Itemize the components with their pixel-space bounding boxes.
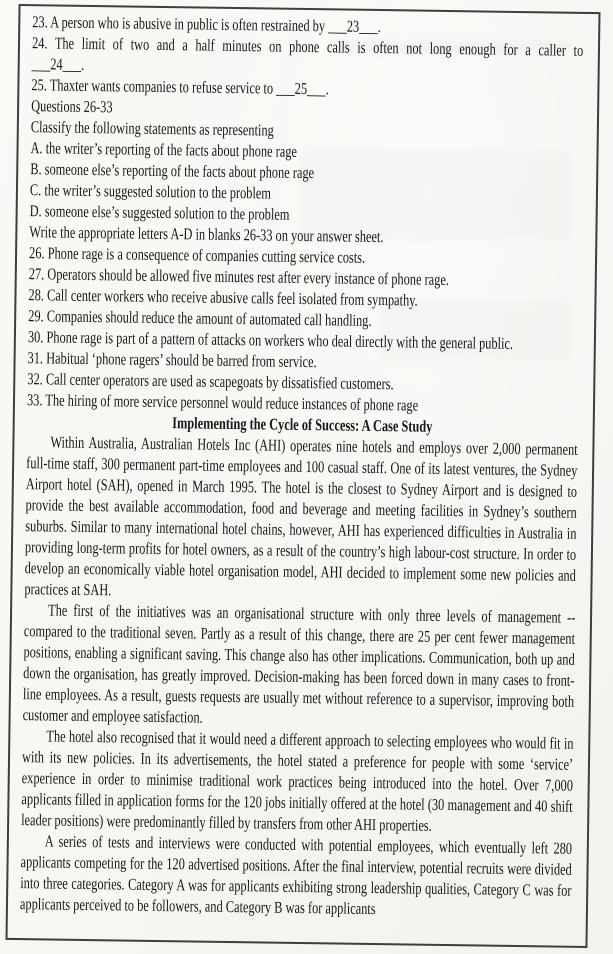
passage-paragraph-2: The first of the initiatives was an organisational structure with only three levels of management -- compared to the traditional seven. Partly as a result of this change, there are 25 per cent fewer management positions, enabling a significant saving. This change also has other implications. Communication, both up and down the organisation, has greatly improved. Decision-making has been forced down in many cases to front-line employees. As a result, guests requests are usually met without reference to a supervisor, improving both customer and employee satisfaction. bbox=[22, 600, 576, 727]
passage-paragraph-4: A series of tests and interviews were conducted with potential employees, which eventually left 280 applicants competing for the 120 advertised positions. After the final interview, potential recruits were divided into three categories. Category A was for applicants exhibiting strong leadership qualities, Category C was for applicants perceived to be followers, and Category B was for applicants bbox=[19, 831, 573, 919]
section-heading: Questions 26-33 bbox=[31, 96, 113, 117]
question-24-line-1: 24. The limit of two and a half minutes on phone calls is often not long enough for a caller to bbox=[31, 33, 584, 60]
classify-question-27: 27. Operators should be allowed five minutes rest after every instance of phone rage. bbox=[28, 264, 450, 290]
page-border-frame bbox=[5, 4, 600, 948]
classify-question-29: 29. Companies should reduce the amount of automated call handling. bbox=[28, 306, 372, 330]
page-content bbox=[20, 11, 584, 922]
passage-paragraph-3: The hotel also recognised that it would need a different approach to selecting employees who would fit in with its new policies. In its advertisements, the hotel stated a preference for people with some ‘service’ experience in order to minimise traditional work practices being introduced into the hotel. Over 7,000 applicants filled in application forms for the 120 jobs initially offered at the hotel (30 management and 40 shift leader positions) were predominantly filled by transfers from other AHI properties. bbox=[21, 726, 574, 835]
classify-question-31: 31. Habitual ‘phone ragers’ should be barred from service. bbox=[27, 348, 317, 372]
classification-option-b: B. someone else’s reporting of the facts about phone rage bbox=[30, 159, 315, 183]
classification-option-d: D. someone else’s suggested solution to the problem bbox=[29, 201, 290, 224]
classification-option-c: C. the writer’s suggested solution to the problem bbox=[29, 180, 272, 203]
passage-paragraph-1: Within Australia, Australian Hotels Inc (AHI) operates nine hotels and employs over 2,000 permanent full-time staff, 300 permanent part-time employees and 100 casual staff. One of its latest ventures, the Sydney Airport hotel (SAH), opened in March 1995. The hotel is the closest to Sydney Airport and is designed to provide the best available accommodation, food and beverage and meeting facilities in Sydney’s southern suburbs. Similar to many international hotel chains, however, AHI has experienced difficulties in Australia in providing long-term profits for hotel owners, as a result of the country’s high labour-cost structure. In order to develop an economically viable hotel organisation model, AHI decided to implement some new policies and practices at SAH. bbox=[24, 432, 578, 600]
classify-question-33: 33. The hiring of more service personnel would reduce instances of phone rage bbox=[26, 390, 419, 415]
classify-question-32: 32. Call center operators are used as scapegoats by dissatisfied customers. bbox=[27, 369, 394, 394]
classification-option-a: A. the writer’s reporting of the facts about phone rage bbox=[30, 138, 298, 161]
classify-question-28: 28. Call center workers who receive abusive calls feel isolated from sympathy. bbox=[28, 285, 418, 310]
fill-blank-question-23: 23. A person who is abusive in public is often restrained by ___23___. bbox=[32, 12, 381, 37]
question-24-line-2: ___24___. bbox=[31, 54, 85, 74]
classify-question-26: 26. Phone rage is a consequence of companies cutting service costs. bbox=[28, 243, 366, 267]
classify-intro: Classify the following statements as representing bbox=[30, 117, 274, 140]
fill-blank-question-25: 25. Thaxter wants companies to refuse service to ___25___. bbox=[31, 75, 329, 99]
instruction-line: Write the appropriate letters A-D in blanks 26-33 on your answer sheet. bbox=[29, 222, 384, 247]
passage-title: Implementing the Cycle of Success: A Case Study bbox=[172, 413, 433, 436]
classify-question-30: 30. Phone rage is part of a pattern of attacks on workers who deal directly with the general public. bbox=[27, 327, 514, 353]
